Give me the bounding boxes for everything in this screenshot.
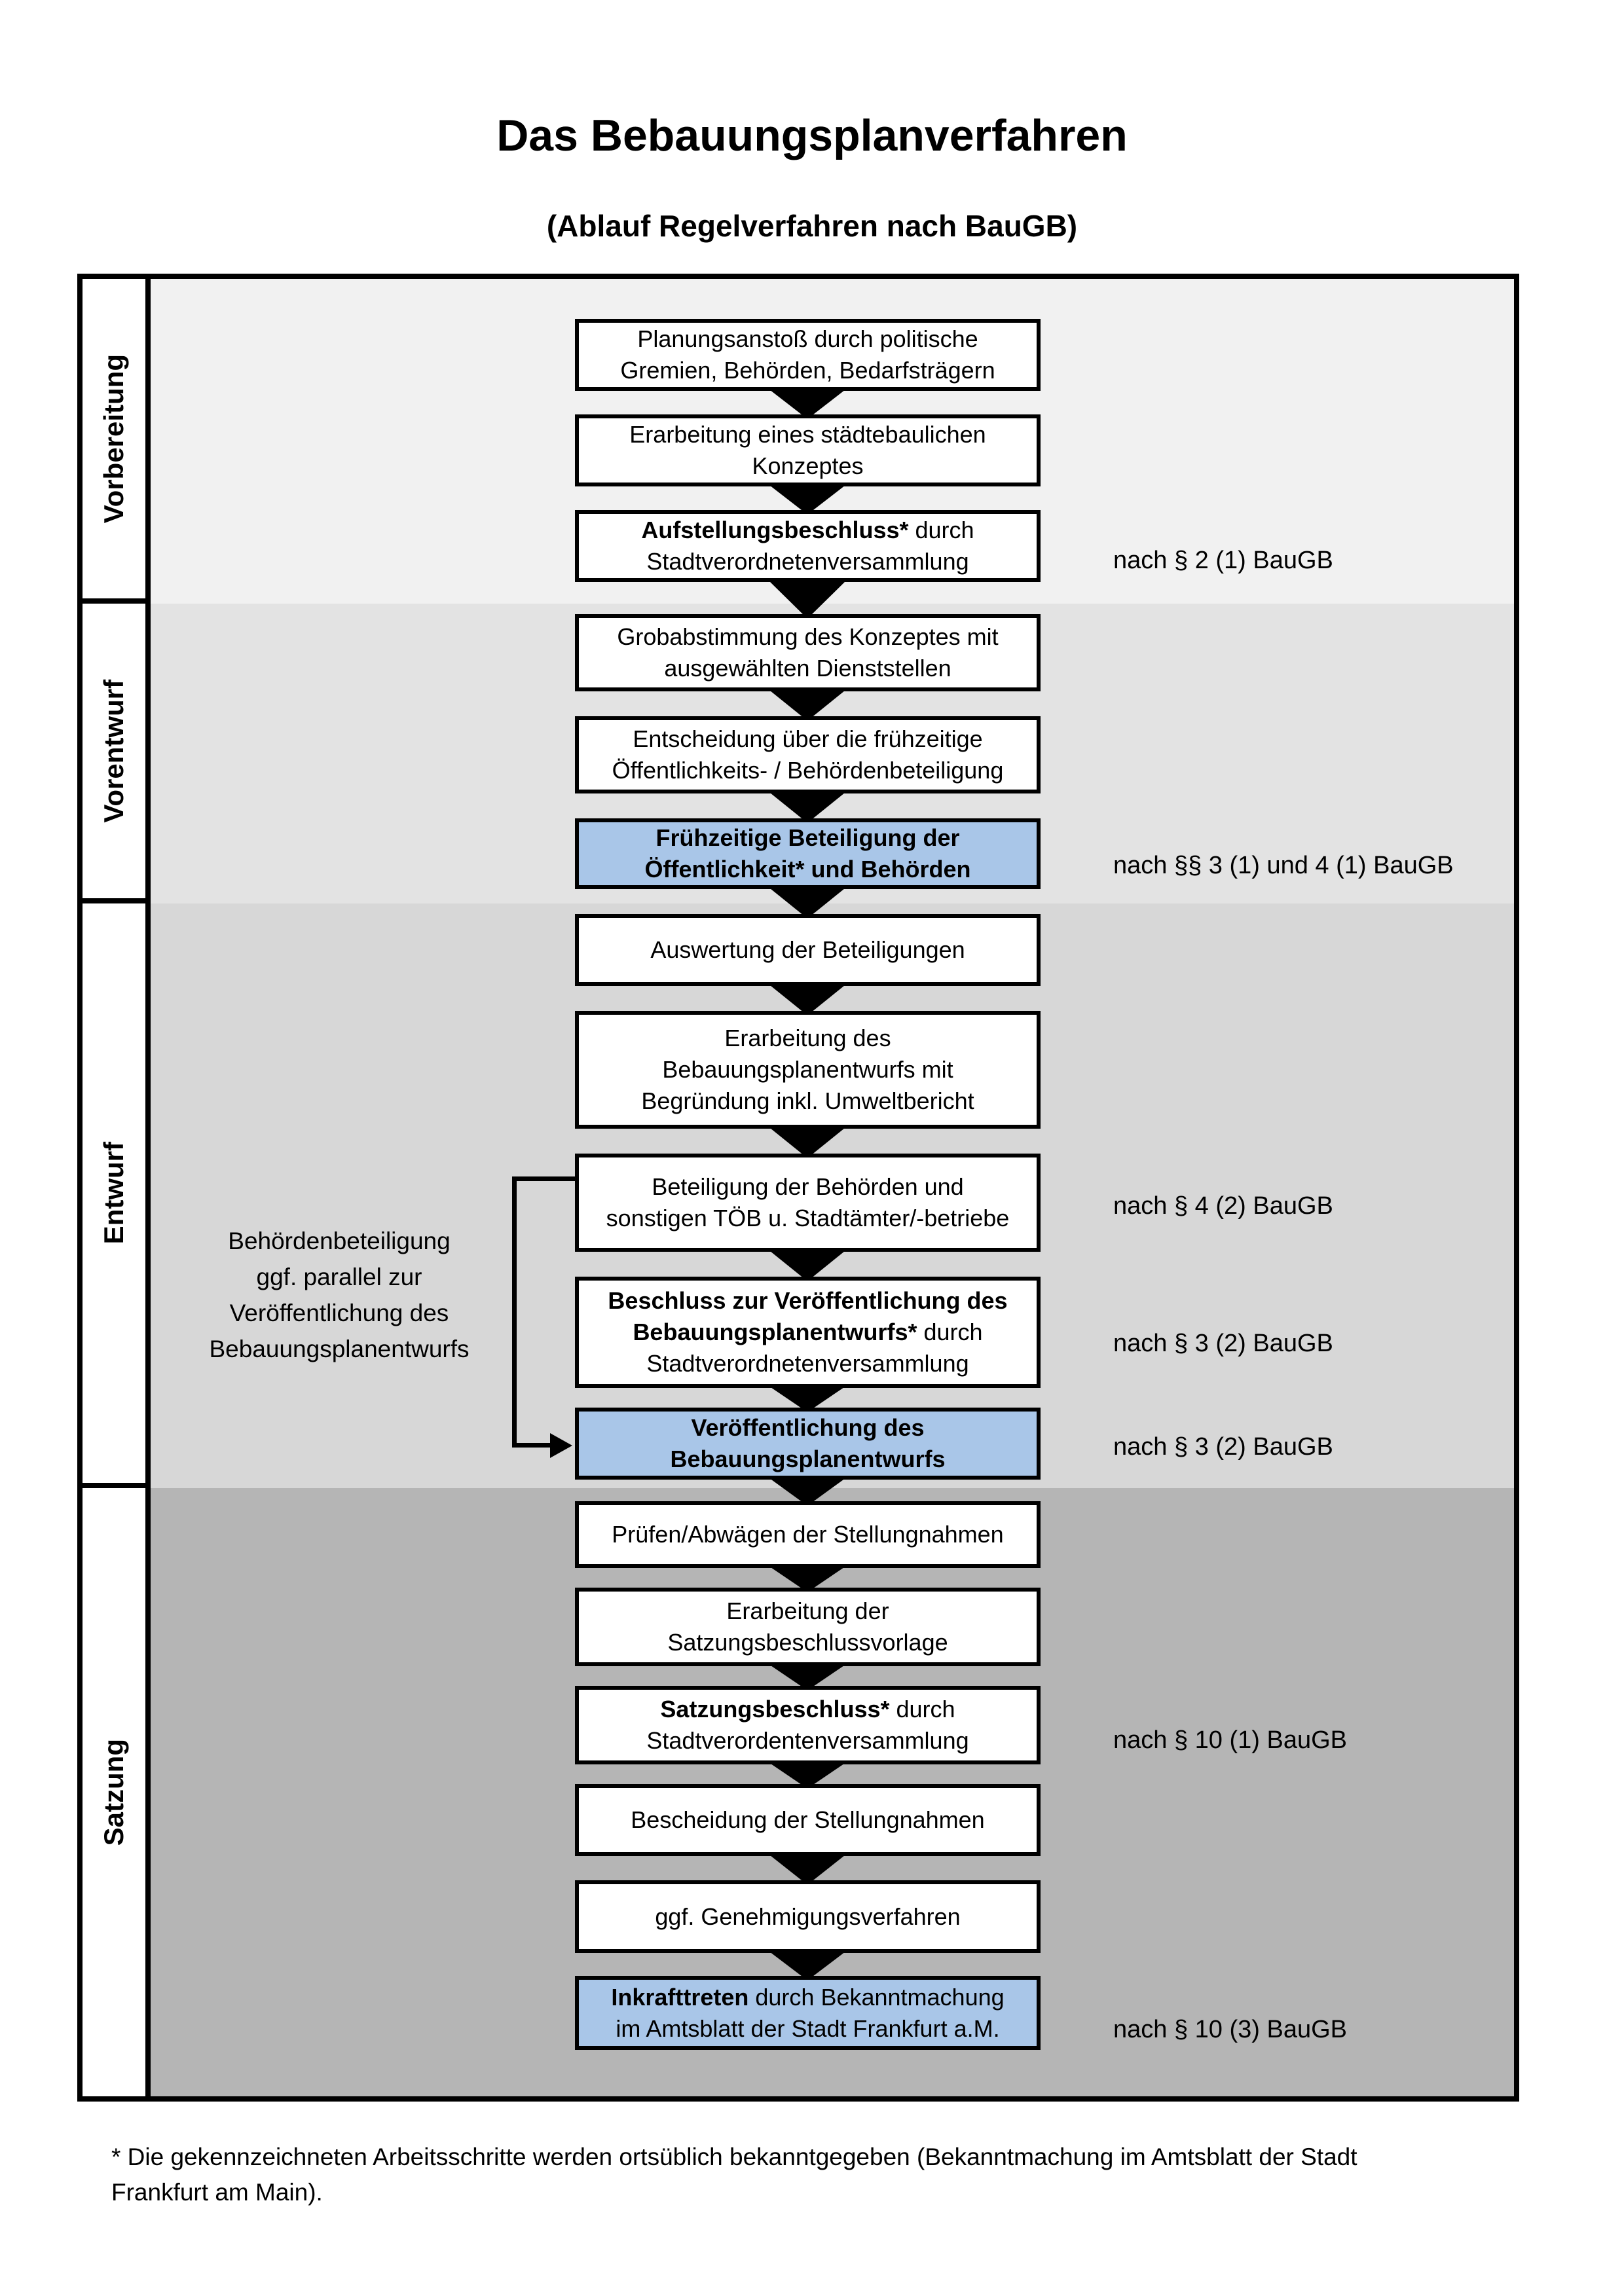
flow-step-text-line: Satzungsbeschlussvorlage bbox=[667, 1629, 948, 1656]
flow-step-text-line: Stadtverordentenversammlung bbox=[646, 1727, 969, 1754]
flow-step-text-line: Grobabstimmung des Konzeptes mit bbox=[617, 623, 999, 650]
flow-step-text-line: Frühzeitige Beteiligung der bbox=[655, 824, 960, 851]
flow-step-text-line: Bebauungsplanentwurfs* durch bbox=[633, 1319, 983, 1345]
flow-step-14 bbox=[575, 1686, 1041, 1764]
legal-ref: nach §§ 3 (1) und 4 (1) BauGB bbox=[1113, 851, 1454, 879]
flow-step-9 bbox=[575, 1154, 1041, 1252]
legal-ref: nach § 2 (1) BauGB bbox=[1113, 546, 1333, 574]
flow-step-text-line: ausgewählten Dienststellen bbox=[664, 655, 951, 682]
flow-step-text-line: Veröffentlichung des bbox=[691, 1414, 925, 1441]
phase-label-vorbereitung bbox=[83, 279, 145, 604]
phase-label-satzung bbox=[83, 1488, 145, 2096]
flow-step-text-line: im Amtsblatt der Stadt Frankfurt a.M. bbox=[616, 2014, 1000, 2042]
flow-step-text-line: Erarbeitung eines städtebaulichen bbox=[629, 421, 986, 448]
phase-label-text: Satzung bbox=[98, 1738, 129, 1846]
flow-step-text-line: Öffentlichkeits- / Behördenbeteiligung bbox=[612, 757, 1004, 784]
flow-step-text-line: Öffentlichkeit* und Behörden bbox=[644, 856, 971, 883]
page-subtitle: (Ablauf Regelverfahren nach BauGB) bbox=[546, 209, 1078, 243]
phase-label-text: Entwurf bbox=[98, 1142, 129, 1245]
flow-step-2 bbox=[575, 414, 1041, 486]
flow-step-text-line: Aufstellungsbeschluss* durch bbox=[641, 517, 974, 543]
flow-step-text-line: sonstigen TÖB u. Stadtämter/-betriebe bbox=[606, 1205, 1010, 1231]
flow-step-8 bbox=[575, 1011, 1041, 1129]
phase-column-divider bbox=[145, 279, 151, 2096]
flow-step-6 bbox=[575, 818, 1041, 889]
flow-step-text-line: Stadtverordnetenversammlung bbox=[646, 1350, 969, 1377]
legal-ref: nach § 10 (3) BauGB bbox=[1113, 2015, 1347, 2043]
legal-ref: nach § 3 (2) BauGB bbox=[1113, 1432, 1333, 1461]
flow-step-text-line: Auswertung der Beteiligungen bbox=[650, 936, 965, 963]
flow-step-4 bbox=[575, 614, 1041, 691]
flow-step-text-line: Bebauungsplanentwurfs bbox=[670, 1446, 946, 1472]
phase-label-entwurf bbox=[83, 903, 145, 1488]
flow-step-10 bbox=[575, 1277, 1041, 1388]
side-note-line: Bebauungsplanentwurfs bbox=[209, 1336, 470, 1362]
page-title: Das Bebauungsplanverfahren bbox=[496, 111, 1128, 160]
flow-step-text-line: Beteiligung der Behörden und bbox=[652, 1173, 964, 1200]
flow-step-1 bbox=[575, 319, 1041, 391]
flow-step-text-line: Planungsanstoß durch politische bbox=[637, 325, 978, 352]
flow-step-12 bbox=[575, 1501, 1041, 1568]
flow-step-text-line: Begründung inkl. Umweltbericht bbox=[641, 1087, 974, 1114]
flow-step-text-line: ggf. Genehmigungsverfahren bbox=[655, 1903, 961, 1930]
flow-step-text-line: Bescheidung der Stellungnahmen bbox=[631, 1806, 985, 1833]
flow-step-16 bbox=[575, 1880, 1041, 1953]
parallel-branch-connector-bottom bbox=[512, 1443, 553, 1448]
legal-ref: nach § 10 (1) BauGB bbox=[1113, 1726, 1347, 1754]
flow-step-text-line: Stadtverordnetenversammlung bbox=[646, 548, 969, 575]
flow-step-text-line: Gremien, Behörden, Bedarfsträgern bbox=[620, 357, 995, 384]
flow-step-15 bbox=[575, 1784, 1041, 1856]
footnote-line: Frankfurt am Main). bbox=[111, 2179, 323, 2206]
flow-step-11 bbox=[575, 1408, 1041, 1480]
phase-label-vorentwurf bbox=[83, 604, 145, 903]
flow-step-text-line: Bebauungsplanentwurfs mit bbox=[662, 1056, 953, 1083]
flow-step-text-line: Erarbeitung des bbox=[724, 1025, 891, 1051]
parallel-branch-connector-top bbox=[512, 1176, 575, 1181]
phase-label-text: Vorbereitung bbox=[98, 354, 129, 524]
footnote bbox=[111, 2140, 1526, 2210]
flow-step-13 bbox=[575, 1588, 1041, 1666]
flow-step-17 bbox=[575, 1976, 1041, 2050]
side-note-line: ggf. parallel zur bbox=[256, 1264, 422, 1290]
arrow-down-icon bbox=[767, 579, 848, 619]
legal-ref: nach § 3 (2) BauGB bbox=[1113, 1329, 1333, 1357]
side-note bbox=[149, 1223, 529, 1367]
phase-label-text: Vorentwurf bbox=[98, 679, 129, 823]
flow-step-5 bbox=[575, 716, 1041, 793]
flow-step-text-line: Beschluss zur Veröffentlichung des bbox=[608, 1287, 1008, 1314]
flow-step-text-line: Inkrafttreten durch Bekanntmachung bbox=[611, 1983, 1005, 2011]
flow-step-text-line: Entscheidung über die frühzeitige bbox=[633, 725, 983, 752]
flow-step-text-line: Prüfen/Abwägen der Stellungnahmen bbox=[612, 1521, 1004, 1548]
flow-step-text-line: Erarbeitung der bbox=[726, 1597, 889, 1624]
flow-step-3 bbox=[575, 510, 1041, 582]
flow-step-text-line: Konzeptes bbox=[752, 452, 864, 479]
side-note-line: Behördenbeteiligung bbox=[228, 1228, 451, 1254]
flow-step-text-line: Satzungsbeschluss* durch bbox=[660, 1696, 955, 1722]
side-note-line: Veröffentlichung des bbox=[229, 1300, 449, 1326]
footnote-line: * Die gekennzeichneten Arbeitsschritte werden ortsüblich bekanntgegeben (Bekanntmachung im Amtsblatt der Stadt bbox=[111, 2143, 1357, 2170]
legal-ref: nach § 4 (2) BauGB bbox=[1113, 1192, 1333, 1220]
flow-step-7 bbox=[575, 914, 1041, 986]
arrow-right-icon bbox=[550, 1433, 572, 1458]
